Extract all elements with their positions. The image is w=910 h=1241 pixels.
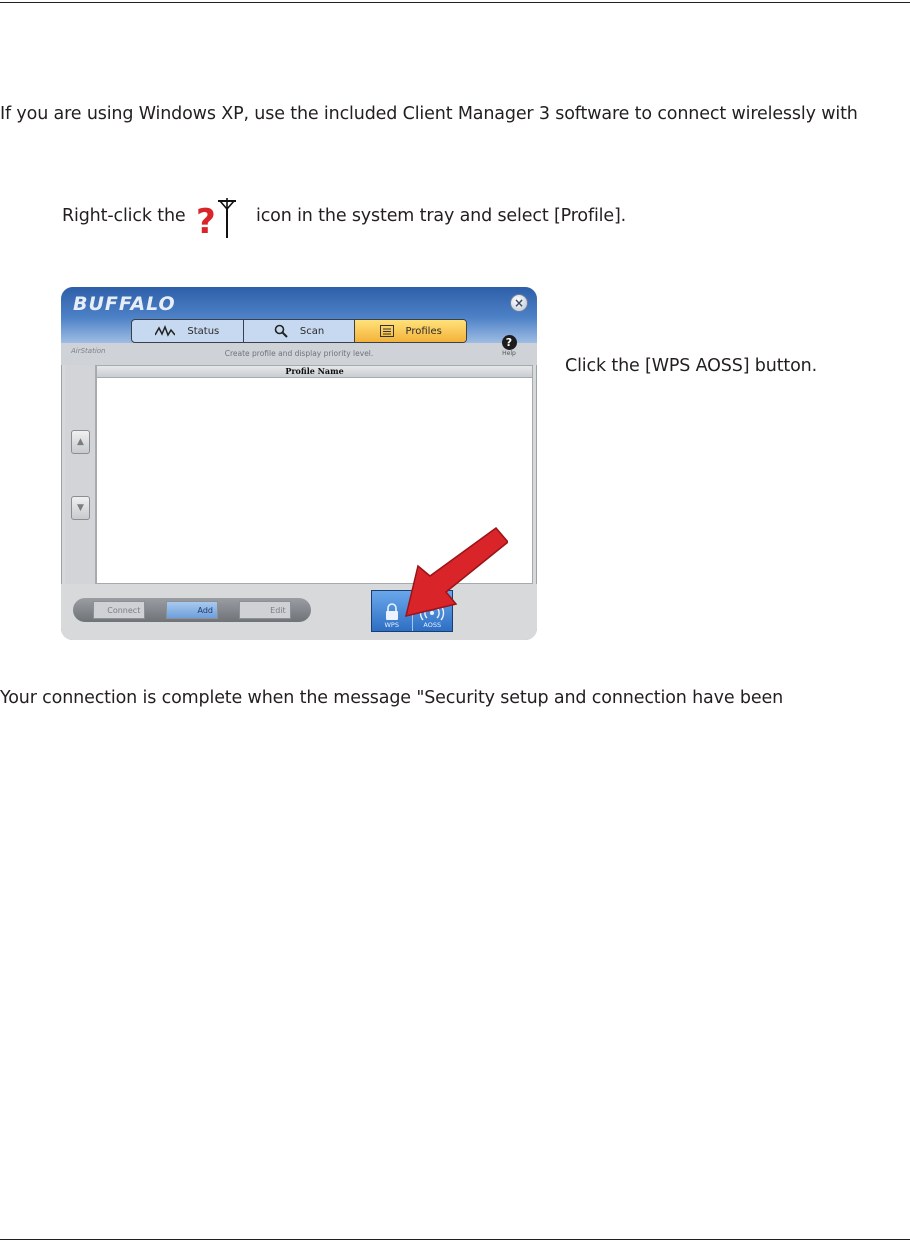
red-arrow-pointer [396,520,508,620]
sub-bar [61,336,537,365]
priority-column [65,365,96,584]
close-button[interactable]: × [510,294,528,312]
list-icon [380,325,394,337]
help-label: Help [502,350,516,357]
tab-bar [131,319,467,343]
help-icon: ? [502,335,517,350]
edit-button[interactable]: Edit [239,601,291,619]
tab-profiles-label: Profiles [405,325,442,337]
tab-status[interactable] [132,320,244,342]
wps-label: WPS [384,621,399,629]
bottom-rule [0,1239,910,1240]
add-button[interactable]: Add [166,601,218,619]
brand-logo: BUFFALO [73,293,176,315]
top-rule [0,2,910,3]
connect-button[interactable]: Connect [93,601,145,619]
priority-up-button[interactable]: ▲ [71,430,90,454]
help-button[interactable] [498,335,520,357]
profile-name-column-header: Profile Name [97,366,532,378]
airstation-label: AirStation [71,347,106,355]
tab-status-label: Status [187,325,220,337]
client-manager-window [61,287,537,640]
status-graph-icon [155,325,175,337]
magnifier-icon [274,324,288,338]
step2-text: Click the [WPS AOSS] button. [565,356,818,376]
intro-paragraph: If you are using Windows XP, use the included Client Manager 3 software to connect wirelessly with [0,104,858,124]
client-manager-tray-icon [196,197,236,239]
step1-text-before-icon: Right-click the [62,206,186,226]
window-header [61,287,537,343]
step1-text-after-icon: icon in the system tray and select [Profile]. [256,206,627,226]
tab-scan-label: Scan [299,325,325,337]
tab-scan[interactable] [244,320,356,342]
aoss-label: AOSS [423,621,442,629]
profile-subtitle: Create profile and display priority level. [224,349,374,358]
priority-down-button[interactable]: ▼ [71,496,90,520]
profile-button-group [73,598,311,622]
tab-profiles[interactable] [355,320,466,342]
svg-text:?: ? [196,202,216,239]
closing-paragraph: Your connection is complete when the message "Security setup and connection have been [0,688,784,708]
